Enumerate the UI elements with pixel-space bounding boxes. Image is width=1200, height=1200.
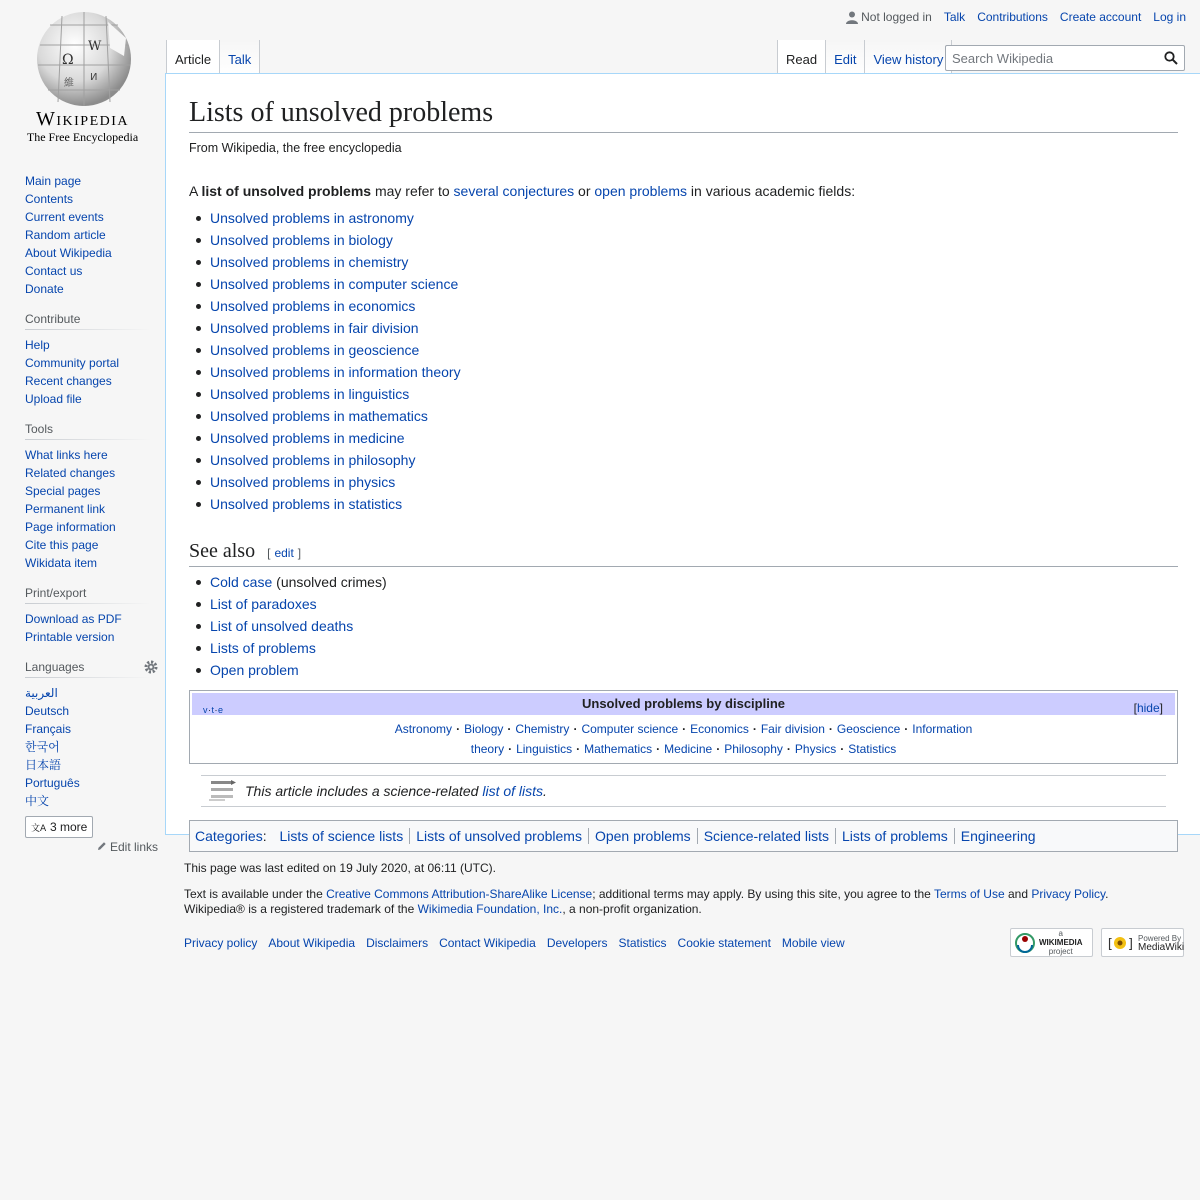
svg-text:[: [ bbox=[1106, 936, 1114, 952]
sidebar-item-about-wikipedia[interactable]: About Wikipedia bbox=[25, 246, 112, 260]
logo-tagline: The Free Encyclopedia bbox=[26, 130, 139, 144]
list-item bbox=[210, 471, 1178, 493]
sidebar-item-community-portal[interactable]: Community portal bbox=[25, 356, 120, 370]
footer-icons bbox=[1010, 928, 1184, 957]
list-item bbox=[210, 405, 1178, 427]
navbox-item-astronomy[interactable]: Astronomy bbox=[394, 722, 453, 736]
article-body bbox=[189, 180, 1178, 852]
sidebar-item-special-pages[interactable]: Special pages bbox=[25, 484, 101, 498]
navbox-item-economics[interactable]: Economics bbox=[690, 722, 749, 736]
navbox-item-medicine[interactable]: Medicine bbox=[664, 742, 713, 756]
navbox-item-linguistics[interactable]: Linguistics bbox=[516, 742, 573, 756]
powered-by-mediawiki-badge[interactable]: [ ] Powered By MediaWiki bbox=[1101, 928, 1184, 957]
search-icon[interactable] bbox=[1164, 51, 1178, 65]
gear-icon[interactable] bbox=[144, 660, 158, 674]
last-edited: This page was last edited on 19 July 2020, at 06:11 (UTC). bbox=[184, 861, 496, 875]
list-item bbox=[210, 427, 1178, 449]
vte-links: v·t·e bbox=[203, 705, 224, 715]
see-also-lists-of-problems[interactable]: Lists of problems bbox=[210, 640, 316, 656]
navbox-item-fair-division[interactable]: Fair division bbox=[760, 722, 825, 736]
search-box bbox=[945, 45, 1185, 71]
see-also-list-of-paradoxes[interactable]: List of paradoxes bbox=[210, 596, 317, 612]
navbox-item-computer-science[interactable]: Computer science bbox=[581, 722, 679, 736]
user-icon bbox=[846, 11, 858, 24]
list-link-economics[interactable]: Unsolved problems in economics bbox=[210, 298, 416, 314]
footer-privacy-policy[interactable]: Privacy policy bbox=[184, 936, 258, 950]
sidebar-item-cite-this-page[interactable]: Cite this page bbox=[25, 538, 99, 552]
sidebar-item-help[interactable]: Help bbox=[25, 338, 50, 352]
sidebar-navigation bbox=[25, 172, 150, 298]
see-also-heading bbox=[189, 538, 1178, 567]
categories-label[interactable]: Categories bbox=[195, 828, 263, 844]
vte-view-link[interactable]: v bbox=[203, 705, 208, 715]
navbox-item-mathematics[interactable]: Mathematics bbox=[584, 742, 653, 756]
category-links: Categories: Lists of science lists Lists of unsolved problems Open problems Science-related lists Lists of problems Engineering bbox=[189, 820, 1178, 852]
problems-list bbox=[210, 207, 1178, 515]
contributions-link[interactable]: Contributions bbox=[977, 10, 1048, 24]
list-item bbox=[210, 207, 1178, 229]
sidebar-heading-contribute: Contribute bbox=[25, 312, 150, 330]
navbox-list: Astronomy · Biology · Chemistry · Computer science · Economics · Fair division · Geoscience · Information theory · Linguistics · Mathematics · Medicine · Philosophy · Physics · Statistics bbox=[192, 715, 1175, 761]
tab-view-history[interactable]: View history bbox=[865, 40, 952, 74]
page-title: Lists of unsolved problems bbox=[189, 96, 1178, 133]
navbox-title-bar bbox=[192, 693, 1175, 715]
list-item bbox=[210, 593, 1178, 615]
list-item bbox=[210, 449, 1178, 471]
sidebar-item-main-page[interactable]: Main page bbox=[25, 174, 82, 188]
sidebar-heading-tools: Tools bbox=[25, 422, 150, 440]
list-link-information-theory[interactable]: Unsolved problems in information theory bbox=[210, 364, 461, 380]
list-link-biology[interactable]: Unsolved problems in biology bbox=[210, 232, 393, 248]
navbox-item-physics[interactable]: Physics bbox=[794, 742, 837, 756]
list-item bbox=[210, 229, 1178, 251]
list-link-linguistics[interactable]: Unsolved problems in linguistics bbox=[210, 386, 410, 402]
wikipedia-logo[interactable] bbox=[0, 0, 165, 160]
edit-section: [ edit ] bbox=[267, 546, 302, 560]
list-link-mathematics[interactable]: Unsolved problems in mathematics bbox=[210, 408, 428, 424]
logo-wordmark: Wikipedia bbox=[35, 108, 130, 130]
language-arabic[interactable]: العربية bbox=[25, 686, 58, 700]
wikimedia-foundation-link[interactable]: Wikimedia Foundation, Inc. bbox=[417, 902, 563, 916]
category-engineering[interactable]: Engineering bbox=[954, 828, 1042, 844]
sidebar-tools bbox=[25, 422, 150, 572]
language-portuguese[interactable]: Português bbox=[25, 776, 80, 790]
sidebar-contribute bbox=[25, 312, 150, 408]
sidebar-item-random-article[interactable]: Random article bbox=[25, 228, 106, 242]
sidebar-languages bbox=[25, 660, 158, 854]
list-link-statistics[interactable]: Unsolved problems in statistics bbox=[210, 496, 403, 512]
list-item bbox=[210, 659, 1178, 681]
several-conjectures-link[interactable]: several conjectures bbox=[453, 183, 575, 199]
list-item bbox=[210, 383, 1178, 405]
language-korean[interactable]: 한국어 bbox=[25, 740, 60, 754]
navbox-item-statistics[interactable]: Statistics bbox=[848, 742, 897, 756]
sidebar-item-permanent-link[interactable]: Permanent link bbox=[25, 502, 106, 516]
wikimedia-project-badge[interactable]: a WIKIMEDIA project bbox=[1010, 928, 1093, 957]
sidebar-item-contents[interactable]: Contents bbox=[25, 192, 74, 206]
namespace-tabs bbox=[166, 40, 260, 74]
navbox-hide-link[interactable]: hide bbox=[1136, 701, 1160, 715]
vte-edit-link[interactable]: e bbox=[218, 705, 224, 715]
sidebar-item-contact-us[interactable]: Contact us bbox=[25, 264, 83, 278]
list-item bbox=[210, 273, 1178, 295]
list-item bbox=[210, 493, 1178, 515]
sidebar-item-page-information[interactable]: Page information bbox=[25, 520, 116, 534]
category-lists-of-unsolved-problems[interactable]: Lists of unsolved problems bbox=[409, 828, 588, 844]
navbox-item-philosophy[interactable]: Philosophy bbox=[724, 742, 783, 756]
site-subtitle: From Wikipedia, the free encyclopedia bbox=[189, 141, 402, 155]
language-german[interactable]: Deutsch bbox=[25, 704, 70, 718]
see-also-list bbox=[210, 571, 1178, 681]
search-input[interactable] bbox=[946, 46, 1158, 70]
see-also-open-problem[interactable]: Open problem bbox=[210, 662, 299, 678]
tab-read[interactable]: Read bbox=[777, 40, 826, 74]
list-link-computer-science[interactable]: Unsolved problems in computer science bbox=[210, 276, 459, 292]
see-also-heading-label: See also bbox=[189, 540, 256, 562]
talk-link[interactable]: Talk bbox=[943, 10, 966, 24]
list-link-physics[interactable]: Unsolved problems in physics bbox=[210, 474, 396, 490]
language-japanese[interactable]: 日本語 bbox=[25, 758, 62, 772]
footer-about-wikipedia[interactable]: About Wikipedia bbox=[268, 936, 356, 950]
not-logged-in: Not logged in bbox=[846, 10, 932, 24]
translate-icon bbox=[31, 822, 46, 833]
sidebar-heading-print-export: Print/export bbox=[25, 586, 150, 604]
svg-text:文A: 文A bbox=[31, 823, 47, 834]
footer-mobile-view[interactable]: Mobile view bbox=[781, 936, 845, 950]
sidebar-item-recent-changes[interactable]: Recent changes bbox=[25, 374, 112, 388]
edit-links-label: Edit links bbox=[109, 840, 158, 854]
list-item bbox=[210, 251, 1178, 273]
pencil-icon bbox=[97, 841, 107, 851]
open-problems-link[interactable]: open problems bbox=[594, 183, 688, 199]
mediawiki-sunflower-icon bbox=[1106, 933, 1134, 953]
personal-tools bbox=[846, 10, 1186, 24]
list-of-lists-link[interactable]: list of lists bbox=[482, 783, 544, 799]
languages-heading-label: Languages bbox=[25, 660, 85, 674]
footer-developers[interactable]: Developers bbox=[546, 936, 608, 950]
list-link-medicine[interactable]: Unsolved problems in medicine bbox=[210, 430, 405, 446]
navbox-item-geoscience[interactable]: Geoscience bbox=[836, 722, 901, 736]
list-link-fair-division[interactable]: Unsolved problems in fair division bbox=[210, 320, 419, 336]
svg-text:維: 維 bbox=[64, 78, 74, 89]
edit-links[interactable] bbox=[25, 840, 158, 854]
category-lists-of-science-lists[interactable]: Lists of science lists bbox=[279, 828, 404, 844]
svg-text:W: W bbox=[88, 39, 102, 54]
list-item bbox=[210, 615, 1178, 637]
wikimedia-logo-icon bbox=[1015, 933, 1035, 953]
see-also-cold-case[interactable]: Cold case bbox=[210, 574, 273, 590]
sidebar bbox=[25, 172, 158, 868]
navbox-hide-toggle: [hide] bbox=[1133, 701, 1163, 715]
svg-text:И: И bbox=[90, 72, 98, 83]
svg-text:Ω: Ω bbox=[62, 52, 74, 68]
tab-talk[interactable]: Talk bbox=[220, 40, 260, 74]
list-link-geoscience[interactable]: Unsolved problems in geoscience bbox=[210, 342, 420, 358]
language-chinese[interactable]: 中文 bbox=[25, 794, 50, 808]
sidebar-item-current-events[interactable]: Current events bbox=[25, 210, 104, 224]
create-account-link[interactable]: Create account bbox=[1059, 10, 1142, 24]
sidebar-item-related-changes[interactable]: Related changes bbox=[25, 466, 116, 480]
navbox bbox=[189, 690, 1178, 764]
list-item bbox=[210, 637, 1178, 659]
sidebar-item-what-links-here[interactable]: What links here bbox=[25, 448, 108, 462]
sidebar-item-wikidata-item[interactable]: Wikidata item bbox=[25, 556, 98, 570]
list-link-astronomy[interactable]: Unsolved problems in astronomy bbox=[210, 210, 414, 226]
list-item bbox=[210, 317, 1178, 339]
list-link-philosophy[interactable]: Unsolved problems in philosophy bbox=[210, 452, 416, 468]
navbox-title: Unsolved problems by discipline bbox=[582, 696, 785, 711]
terms-of-use-link[interactable]: Terms of Use bbox=[933, 887, 1005, 901]
more-languages-button[interactable] bbox=[25, 816, 93, 838]
log-in-link[interactable]: Log in bbox=[1153, 10, 1186, 24]
list-item: Cold case (unsolved crimes) bbox=[210, 571, 1178, 593]
sidebar-print-export bbox=[25, 586, 150, 646]
list-item bbox=[210, 361, 1178, 383]
sidebar-heading-languages bbox=[25, 660, 150, 678]
svg-text:]: ] bbox=[1127, 936, 1135, 952]
sidebar-item-printable-version[interactable]: Printable version bbox=[25, 630, 115, 644]
license-text: Text is available under the Creative Commons Attribution-ShareAlike License; additional terms may apply. By using this site, you agree to the Terms of Use and Privacy Policy. Wikipedia® is a registered trademark of the Wikimedia Foundation, Inc., a non-profit organization. bbox=[184, 887, 1109, 916]
language-french[interactable]: Français bbox=[25, 722, 72, 736]
view-tabs bbox=[777, 40, 952, 74]
footer-cookie-statement[interactable]: Cookie statement bbox=[677, 936, 771, 950]
vte-talk-link[interactable]: t bbox=[211, 705, 215, 715]
category-science-related-lists[interactable]: Science-related lists bbox=[697, 828, 835, 844]
sidebar-item-download-pdf[interactable]: Download as PDF bbox=[25, 612, 122, 626]
navbox-item-information-theory[interactable]: Information theory bbox=[470, 722, 973, 756]
footer bbox=[184, 861, 1185, 956]
list-item bbox=[210, 339, 1178, 361]
privacy-policy-inline-link[interactable]: Privacy Policy bbox=[1031, 887, 1106, 901]
list-of-lists-notice: This article includes a science-related list of lists . bbox=[201, 775, 1166, 807]
list-of-lists-icon bbox=[209, 779, 237, 803]
tab-article[interactable]: Article bbox=[166, 40, 220, 74]
sidebar-item-donate[interactable]: Donate bbox=[25, 282, 64, 296]
intro-paragraph: A list of unsolved problems may refer to several conjectures or open problems in various academic fields: bbox=[189, 183, 856, 199]
list-link-chemistry[interactable]: Unsolved problems in chemistry bbox=[210, 254, 409, 270]
sidebar-item-upload-file[interactable]: Upload file bbox=[25, 392, 82, 406]
category-open-problems[interactable]: Open problems bbox=[588, 828, 697, 844]
footer-statistics[interactable]: Statistics bbox=[618, 936, 667, 950]
license-link[interactable]: Creative Commons Attribution-ShareAlike License bbox=[326, 887, 593, 901]
footer-contact-wikipedia[interactable]: Contact Wikipedia bbox=[439, 936, 536, 950]
tab-edit[interactable]: Edit bbox=[826, 40, 865, 74]
edit-section-link[interactable]: edit bbox=[274, 546, 294, 560]
list-item bbox=[210, 295, 1178, 317]
see-also-list-of-unsolved-deaths[interactable]: List of unsolved deaths bbox=[210, 618, 354, 634]
more-languages-label: 3 more bbox=[50, 820, 88, 834]
article-content bbox=[165, 73, 1200, 844]
category-lists-of-problems[interactable]: Lists of problems bbox=[835, 828, 954, 844]
navbox-item-biology[interactable]: Biology bbox=[464, 722, 504, 736]
footer-disclaimers[interactable]: Disclaimers bbox=[366, 936, 429, 950]
navbox-item-chemistry[interactable]: Chemistry bbox=[515, 722, 570, 736]
